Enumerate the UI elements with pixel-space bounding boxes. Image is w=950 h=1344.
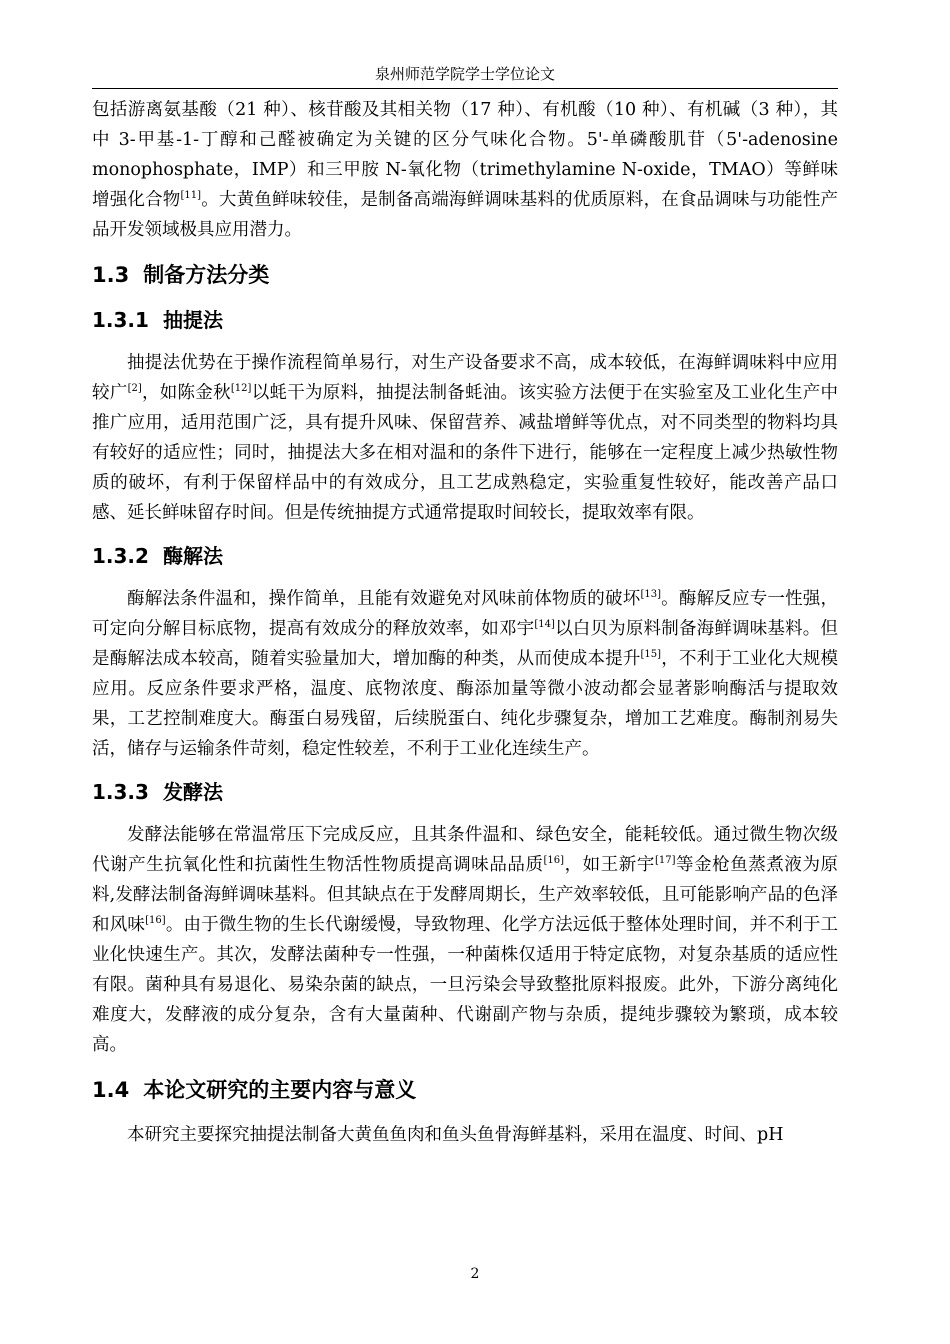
section-title: 制备方法分类 (143, 263, 270, 287)
section-number: 1.4 (92, 1078, 130, 1102)
paragraph-text: 以蚝干为原料，抽提法制备蚝油。该实验方法便于在实验室及工业化生产中推广应用，适用范围广泛，具有提升风味、保留营养、减盐增鲜等优点，对不同类型的物料均具有较好的适应性；同时，抽提法大多在相对温和的条件下进行，能够在一定程度上减少热敏性物质的破坏，有利于保留样品中的有效成分，且工艺成熟稳定，实验重复性较好，能改善产品口感、延长鲜味留存时间。但是传统抽提方式通常提取时间较长，提取效率有限。 (92, 383, 839, 523)
subsection-title: 发酵法 (162, 780, 223, 804)
paragraph-text: 本研究主要探究抽提法制备大黄鱼鱼肉和鱼头鱼骨海鲜基料，采用在温度、时间、pH (127, 1125, 784, 1145)
paragraph-text: ，不利于工业化大规模应用。反应条件要求严格，温度、底物浓度、酶添加量等微小波动都会显著影响酶活与提取效果，工艺控制难度大。酶蛋白易残留，后续脱蛋白、纯化步骤复杂，增加工艺难度。酶制剂易失活，储存与运输条件苛刻，稳定性较差，不利于工业化连续生产。 (92, 649, 839, 759)
paragraph-text: 。由于微生物的生长代谢缓慢，导致物理、化学方法远低于整体处理时间，并不利于工业化快速生产。其次，发酵法菌种专一性强，一种菌株仅适用于特定底物，对复杂基质的适应性有限。菌种具有易退化、易染杂菌的缺点，一旦污染会导致整批原料报废。此外，下游分离纯化难度大，发酵液的成分复杂，含有大量菌种、代谢副产物与杂质，提纯步骤较为繁琐，成本较高。 (92, 915, 839, 1055)
paragraph-text: 酶解法条件温和，操作简单，且能有效避免对风味前体物质的破坏 (127, 589, 641, 609)
citation-reference: [16] (145, 915, 166, 927)
paragraph-enzymolysis-method (92, 584, 838, 764)
citation-reference: [14] (534, 619, 555, 631)
citation-reference: [16] (543, 855, 565, 867)
paragraph-text: 等金枪鱼蒸煮液为原料,发酵法制备海鲜调味基料。但其缺点在于发酵周期长，生产效率较低，且可能影响产品的色泽和风味 (92, 855, 839, 935)
section-heading-1-4 (92, 1075, 838, 1105)
paragraph-text: ，如陈金秋 (141, 383, 231, 403)
page-number: 2 (470, 1266, 480, 1282)
subsection-title: 酶解法 (162, 544, 223, 568)
paragraph-text: 发酵法能够在常温常压下完成反应，且其条件温和、绿色安全，能耗较低。通过微生物次级代谢产生抗氧化性和抗菌性生物活性物质提高调味品品质 (92, 825, 838, 875)
subsection-heading-1-3-1 (92, 305, 838, 335)
paragraph-text: 。酶解反应专一性强，可定向分解目标底物，提高有效成分的释放效率，如邓宇 (92, 589, 839, 639)
subsection-heading-1-3-3 (92, 777, 838, 807)
citation-reference: [13] (640, 589, 661, 601)
section-title: 本论文研究的主要内容与意义 (143, 1078, 417, 1102)
paragraph-fermentation-method (92, 820, 838, 1060)
section-number: 1.3 (92, 263, 130, 287)
subsection-number: 1.3.1 (92, 308, 149, 332)
citation-reference: [15] (640, 649, 662, 661)
subsection-number: 1.3.3 (92, 780, 149, 804)
subsection-heading-1-3-2 (92, 541, 838, 571)
citation-reference: [17] (654, 855, 676, 867)
paragraph-extraction-method (92, 348, 838, 528)
page-body (92, 95, 838, 1150)
paragraph-text: 以白贝为原料制备海鲜调味基料。但是酶解法成本较高，随着实验量加大，增加酶的种类，从而使成本提升 (92, 619, 838, 669)
running-header: 泉州师范学院学士学位论文 (92, 64, 838, 89)
paragraph-research-content (92, 1120, 838, 1150)
paragraph-flavor-compounds (92, 95, 838, 245)
citation-reference: [2] (127, 383, 142, 395)
subsection-number: 1.3.2 (92, 544, 149, 568)
paragraph-text: ，如王新宇 (564, 855, 655, 875)
citation-reference: [12] (230, 383, 252, 395)
section-heading-1-3 (92, 260, 838, 290)
paragraph-text: 抽提法优势在于操作流程简单易行，对生产设备要求不高，成本较低，在海鲜调味料中应用较广 (92, 353, 838, 403)
subsection-title: 抽提法 (162, 308, 223, 332)
paragraph-text: 包括游离氨基酸（21 种）、核苷酸及其相关物（17 种）、有机酸（10 种）、有机碱（3 种），其中 3-甲基-1-丁醇和己醛被确定为关键的区分气味化合物。5'-单磷酸肌苷（5'-adenosine monophosphate，IMP）和三甲胺 N-氧化物（trimethylamine N-oxide，TMAO）等鲜味增强化合物 (92, 100, 838, 210)
citation-reference: [11] (180, 190, 202, 202)
paragraph-text: 。大黄鱼鲜味较佳，是制备高端海鲜调味基料的优质原料，在食品调味与功能性产品开发领域极具应用潜力。 (92, 190, 839, 240)
